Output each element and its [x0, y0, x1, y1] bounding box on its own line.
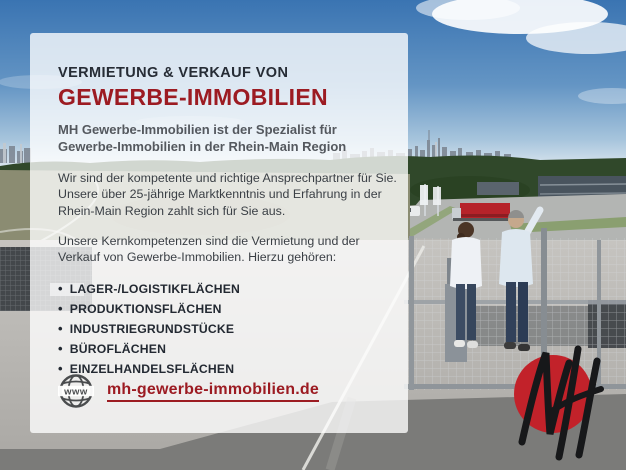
paragraph-intro: Wir sind der kompetente und richtige Ansprechpartner für Sie. Unsere über 25-jährige Marktkenntnis und Erfahrung in der Rhein-Main Region zahlt sich für Sie aus. — [58, 170, 397, 218]
website-link[interactable]: mh-gewerbe-immobilien.de — [107, 381, 319, 402]
list-item-label: BÜROFLÄCHEN — [69, 341, 167, 356]
list-item — [58, 279, 388, 299]
bullet-icon: • — [58, 320, 63, 336]
subtitle: MH Gewerbe-Immobilien ist der Spezialist für Gewerbe-Immobilien in der Rhein-Main Region — [58, 122, 347, 154]
list-item-label: LAGER-/LOGISTIKFLÄCHEN — [69, 281, 241, 296]
paragraph-competencies: Unsere Kernkompetenzen sind die Vermietung und der Verkauf von Gewerbe-Immobilien. Hierzu gehören: — [58, 233, 360, 265]
list-item — [58, 299, 388, 319]
bullet-icon: • — [58, 300, 63, 316]
www-label: www — [64, 386, 88, 398]
list-item-label: EINZELHANDELSFLÄCHEN — [69, 361, 235, 376]
bullet-icon: • — [58, 280, 63, 296]
competency-list — [58, 279, 388, 379]
list-item — [58, 339, 388, 359]
truck — [452, 203, 510, 221]
website-row — [58, 373, 319, 409]
globe-www-icon — [58, 373, 94, 409]
mh-logo — [500, 338, 620, 470]
text-overlay-panel — [30, 33, 408, 433]
bullet-icon: • — [58, 360, 63, 376]
bullet-icon: • — [58, 340, 63, 356]
kicker-heading: VERMIETUNG & VERKAUF VON — [58, 65, 289, 81]
list-item-label: INDUSTRIEGRUNDSTÜCKE — [69, 321, 235, 336]
list-item-label: PRODUKTIONSFLÄCHEN — [69, 301, 222, 316]
main-title: GEWERBE-IMMOBILIEN — [58, 84, 328, 110]
list-item — [58, 319, 388, 339]
